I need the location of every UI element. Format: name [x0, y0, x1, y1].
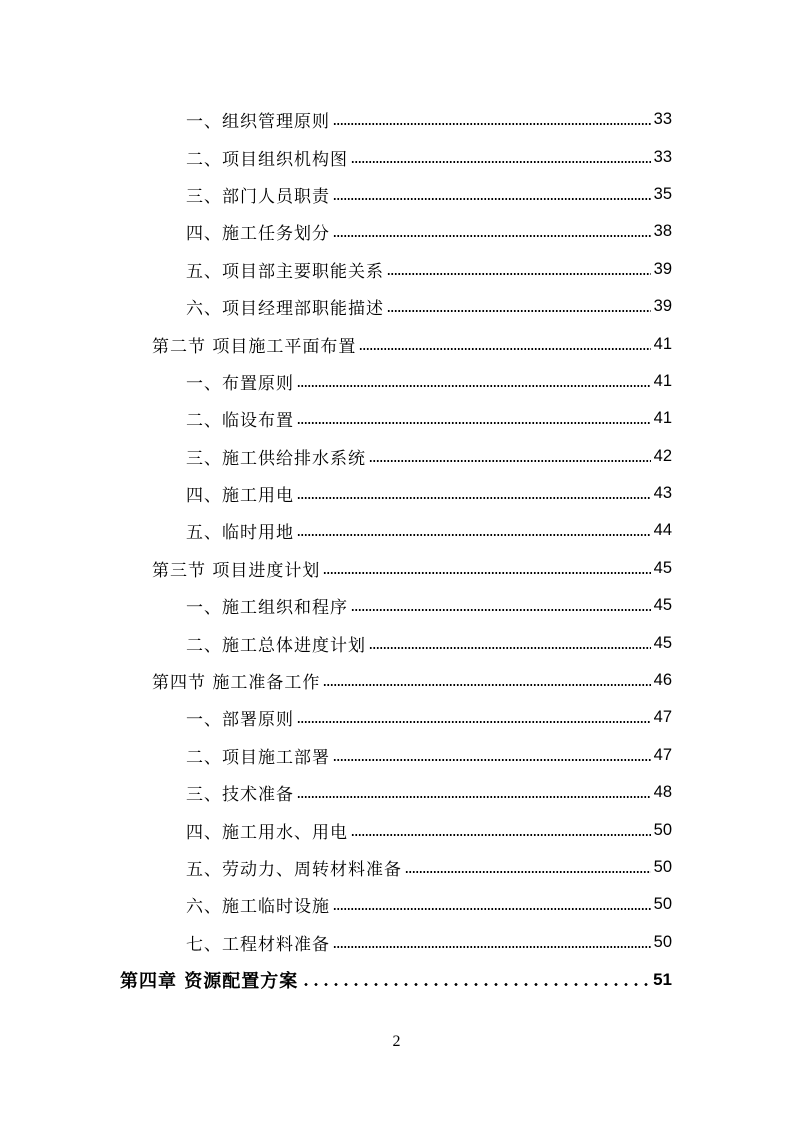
- dot-leader: [333, 235, 651, 237]
- dot-leader: [369, 460, 651, 462]
- toc-entry-item[interactable]: [0, 849, 672, 886]
- toc-entry-page: 51: [653, 969, 672, 989]
- toc-entry-label: 二、临设布置: [186, 411, 294, 432]
- toc-entry-label: 一、布置原则: [186, 373, 294, 394]
- toc-entry-page: 44: [653, 521, 672, 540]
- toc-entry-page: 47: [653, 745, 672, 764]
- toc-entry-item[interactable]: [0, 699, 672, 736]
- toc-entry-item[interactable]: [0, 624, 672, 661]
- dot-leader: [297, 721, 651, 723]
- toc-entry-item[interactable]: [0, 475, 672, 512]
- toc-entry-label: 七、工程材料准备: [186, 934, 330, 955]
- dot-leader: [333, 198, 651, 200]
- toc-entry-label: 六、项目经理部职能描述: [186, 299, 384, 320]
- toc-entry-page: 41: [653, 409, 672, 428]
- toc-entry-label: 第三节 项目进度计划: [152, 560, 321, 581]
- toc-entry-page: 38: [653, 222, 672, 241]
- toc-entry-page: 41: [653, 334, 672, 353]
- dot-leader: [333, 908, 651, 910]
- toc-entry-page: 42: [653, 446, 672, 465]
- toc-entry-page: 45: [653, 558, 672, 577]
- toc-entry-label: 五、劳动力、周转材料准备: [186, 860, 402, 880]
- toc-entry-page: 39: [653, 297, 672, 316]
- toc-entry-item[interactable]: [0, 774, 672, 811]
- dot-leader: [297, 534, 651, 536]
- toc-entry-page: 48: [653, 783, 672, 802]
- toc-entry-item[interactable]: [0, 924, 672, 961]
- toc-entry-page: 39: [653, 259, 672, 278]
- toc-entry-page: 47: [653, 708, 672, 727]
- dot-leader: [333, 946, 651, 948]
- toc-entry-page: 33: [653, 147, 672, 166]
- dot-leader: [351, 609, 651, 611]
- toc-entry-label: 四、施工用电: [186, 486, 294, 507]
- toc-entry-item[interactable]: [0, 251, 672, 288]
- toc-entry-item[interactable]: [0, 176, 672, 213]
- toc-entry-label: 五、项目部主要职能关系: [186, 261, 384, 282]
- dot-leader: [387, 310, 651, 312]
- dot-leader: [351, 834, 651, 836]
- toc-entry-item[interactable]: [0, 587, 672, 624]
- dot-leader: [333, 123, 651, 125]
- toc-entry-label: 四、施工任务划分: [186, 224, 330, 245]
- dot-leader: [359, 348, 650, 350]
- toc-entry-item[interactable]: [0, 288, 672, 325]
- toc-entry-label: 一、施工组织和程序: [186, 598, 348, 619]
- toc-entry-item[interactable]: [0, 886, 672, 923]
- toc-entry-label: 六、施工临时设施: [186, 897, 330, 918]
- toc-entry-item[interactable]: [0, 213, 672, 250]
- toc-entry-item[interactable]: [0, 138, 672, 175]
- toc-entry-page: 43: [653, 484, 672, 503]
- toc-entry-item[interactable]: [0, 400, 672, 437]
- dot-leader: [405, 871, 651, 873]
- toc-entry-label: 五、临时用地: [186, 523, 294, 544]
- toc-entry-page: 45: [653, 596, 672, 615]
- toc-entry-label: 二、项目施工部署: [186, 747, 330, 768]
- toc-entry-item[interactable]: [0, 101, 672, 138]
- toc-entry-label: 三、施工供给排水系统: [186, 448, 366, 469]
- toc-entry-page: 50: [653, 895, 672, 914]
- toc-entry-label: 一、组织管理原则: [186, 112, 330, 133]
- toc-entry-page: 50: [653, 932, 672, 951]
- table-of-contents: [0, 101, 793, 998]
- toc-entry-label: 第二节 项目施工平面布置: [152, 336, 357, 357]
- dot-leader: [297, 385, 651, 387]
- toc-entry-page: 33: [653, 110, 672, 129]
- toc-entry-section[interactable]: [0, 662, 672, 699]
- toc-entry-item[interactable]: [0, 438, 672, 475]
- dot-leader: [387, 273, 651, 275]
- toc-entry-chapter[interactable]: [0, 961, 672, 998]
- toc-entry-item[interactable]: [0, 512, 672, 549]
- page-number: 2: [392, 1033, 401, 1050]
- dot-leader: [297, 796, 651, 798]
- toc-entry-item[interactable]: [0, 737, 672, 774]
- toc-entry-item[interactable]: [0, 811, 672, 848]
- toc-entry-label: 第四节 施工准备工作: [152, 673, 321, 694]
- dot-leader: [351, 161, 651, 163]
- dot-leader: [297, 497, 651, 499]
- toc-entry-page: 50: [653, 820, 672, 839]
- toc-entry-page: 50: [653, 858, 672, 876]
- toc-entry-label: 第四章 资源配置方案: [120, 970, 299, 992]
- dot-leader: [297, 422, 651, 424]
- toc-entry-label: 三、部门人员职责: [186, 186, 330, 207]
- toc-entry-page: 35: [653, 184, 672, 203]
- dot-leader: [333, 759, 651, 761]
- toc-entry-label: 二、项目组织机构图: [186, 149, 348, 170]
- dot-leader: [323, 684, 650, 686]
- toc-entry-label: 三、技术准备: [186, 785, 294, 806]
- toc-entry-page: 46: [653, 671, 672, 690]
- dot-leader: [301, 983, 650, 986]
- toc-entry-label: 一、部署原则: [186, 710, 294, 731]
- dot-leader: [323, 572, 650, 574]
- toc-entry-section[interactable]: [0, 550, 672, 587]
- toc-entry-page: 41: [653, 371, 672, 390]
- dot-leader: [369, 647, 651, 649]
- toc-entry-page: 45: [653, 633, 672, 652]
- toc-entry-label: 二、施工总体进度计划: [186, 635, 366, 656]
- toc-entry-item[interactable]: [0, 363, 672, 400]
- toc-entry-label: 四、施工用水、用电: [186, 822, 348, 843]
- toc-entry-section[interactable]: [0, 325, 672, 362]
